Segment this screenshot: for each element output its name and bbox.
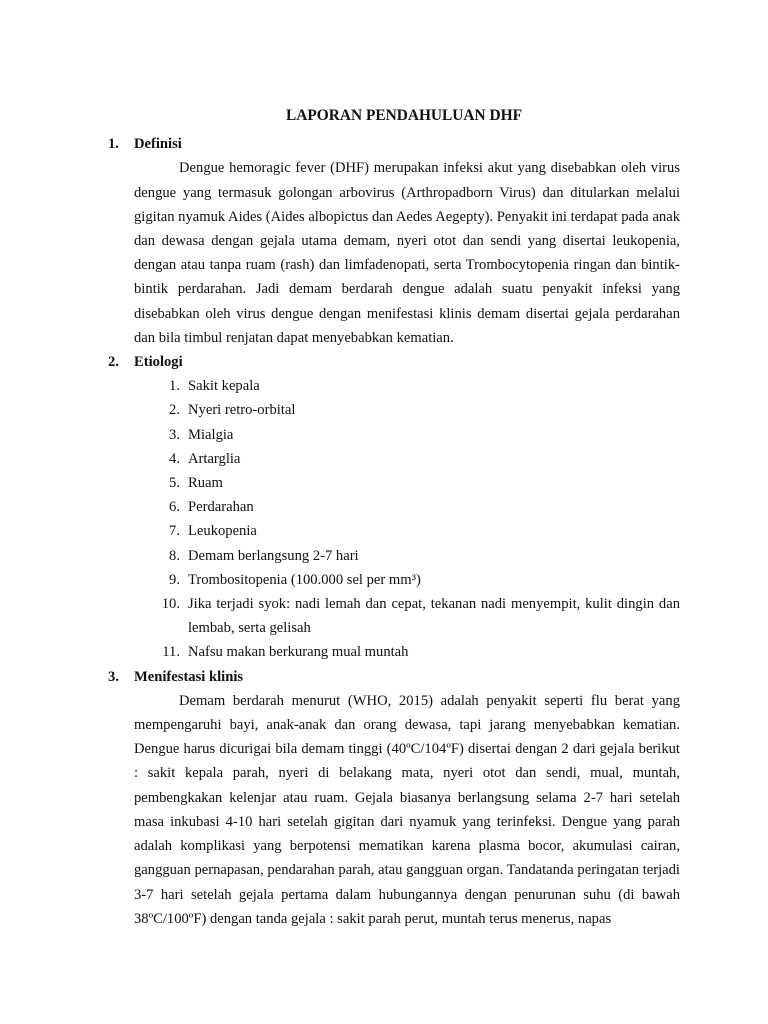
- section-title: Etiologi: [134, 354, 183, 371]
- list-item: [154, 519, 680, 543]
- list-item: [154, 374, 680, 398]
- section-paragraph: Dengue hemoragic fever (DHF) merupakan infeksi akut yang disebabkan oleh virus dengue yang termasuk golongan arbovirus (Arthropadborn Virus) dan ditularkan melalui gigitan nyamuk Aides (Aides albopictus dan Aedes Aegepty). Penyakit ini terdapat pada anak dan dewasa dengan gejala utama demam, nyeri otot dan sendi yang disertai leukopenia, dengan atau tanpa ruam (rash) dan limfadenopati, serta Trombocytopenia ringan dan bintik-bintik perdarahan. Jadi demam berdarah dengue adalah suatu penyakit infeksi yang disebabkan oleh virus dengue dengan menifestasi klinis demam disertai gejala perdarahan dan bila timbul renjatan dapat menyebabkan kematian.: [134, 160, 680, 346]
- section-number: 3.: [108, 668, 119, 685]
- document-title: LAPORAN PENDAHULUAN DHF: [286, 107, 522, 124]
- section-paragraph: Demam berdarah menurut (WHO, 2015) adalah penyakit seperti flu berat yang mempengaruhi bayi, anak-anak dan orang dewasa, tapi jarang menyebabkan kematian. Dengue harus dicurigai bila demam tinggi (40ºC/104ºF) disertai dengan 2 dari gejala berikut : sakit kepala parah, nyeri di belakang mata, nyeri otot dan sendi, mual, muntah, pembengkakan kelenjar atau ruam. Gejala biasanya berlangsung selama 2-7 hari setelah masa inkubasi 4-10 hari setelah gigitan dari nyamuk yang terinfeksi. Dengue yang parah adalah komplikasi yang berpotensi mematikan karena plasma bocor, akumulasi cairan, gangguan pernapasan, pendarahan parah, atau gangguan organ. Tandatanda peringatan terjadi 3-7 hari setelah gejala pertama dalam hubungannya dengan penurunan suhu (di bawah 38ºC/100ºF) dengan tanda gejala : sakit parah perut, muntah terus menerus, napas: [134, 692, 680, 927]
- section-number: 1.: [108, 136, 119, 153]
- section-menifestasi: [108, 665, 680, 931]
- list-item: [154, 398, 680, 422]
- section-title: Definisi: [134, 136, 182, 153]
- list-item-text: Trombositopenia (100.000 sel per mm³): [188, 571, 421, 588]
- list-item-number: 7.: [169, 523, 180, 540]
- list-item: [154, 592, 680, 640]
- list-item-number: 10.: [161, 596, 180, 613]
- etiologi-list: [108, 374, 680, 664]
- section-definisi: [108, 132, 680, 350]
- list-item: [154, 423, 680, 447]
- list-item-text: Leukopenia: [188, 523, 257, 540]
- list-item: [154, 495, 680, 519]
- section-title: Menifestasi klinis: [134, 668, 244, 685]
- list-item-number: 3.: [169, 426, 180, 443]
- list-item-number: 4.: [169, 450, 180, 467]
- list-item-text: Demam berlangsung 2-7 hari: [188, 547, 359, 564]
- list-item: [154, 640, 680, 664]
- list-item-number: 6.: [169, 499, 180, 516]
- section-heading: [108, 665, 680, 689]
- section-heading: [108, 350, 680, 374]
- list-item-text: Mialgia: [188, 426, 234, 443]
- list-item-number: 9.: [169, 571, 180, 588]
- list-item-number: 5.: [169, 475, 180, 492]
- list-item: [154, 544, 680, 568]
- list-item-number: 1.: [169, 378, 180, 395]
- list-item-text: Ruam: [188, 475, 223, 492]
- section-heading: [108, 132, 680, 156]
- list-item: [154, 447, 680, 471]
- list-item-text: Jika terjadi syok: nadi lemah dan cepat, tekanan nadi menyempit, kulit dingin dan lembab, serta gelisah: [188, 596, 680, 637]
- list-item-text: Nafsu makan berkurang mual muntah: [188, 644, 409, 661]
- list-item-number: 8.: [169, 547, 180, 564]
- list-item: [154, 568, 680, 592]
- section-number: 2.: [108, 354, 119, 371]
- list-item-text: Artarglia: [188, 450, 241, 467]
- list-item-text: Sakit kepala: [188, 378, 260, 395]
- section-etiologi: [108, 350, 680, 665]
- list-item: [154, 471, 680, 495]
- list-item-number: 11.: [162, 644, 180, 661]
- list-item-number: 2.: [169, 402, 180, 419]
- list-item-text: Perdarahan: [188, 499, 254, 516]
- list-item-text: Nyeri retro-orbital: [188, 402, 296, 419]
